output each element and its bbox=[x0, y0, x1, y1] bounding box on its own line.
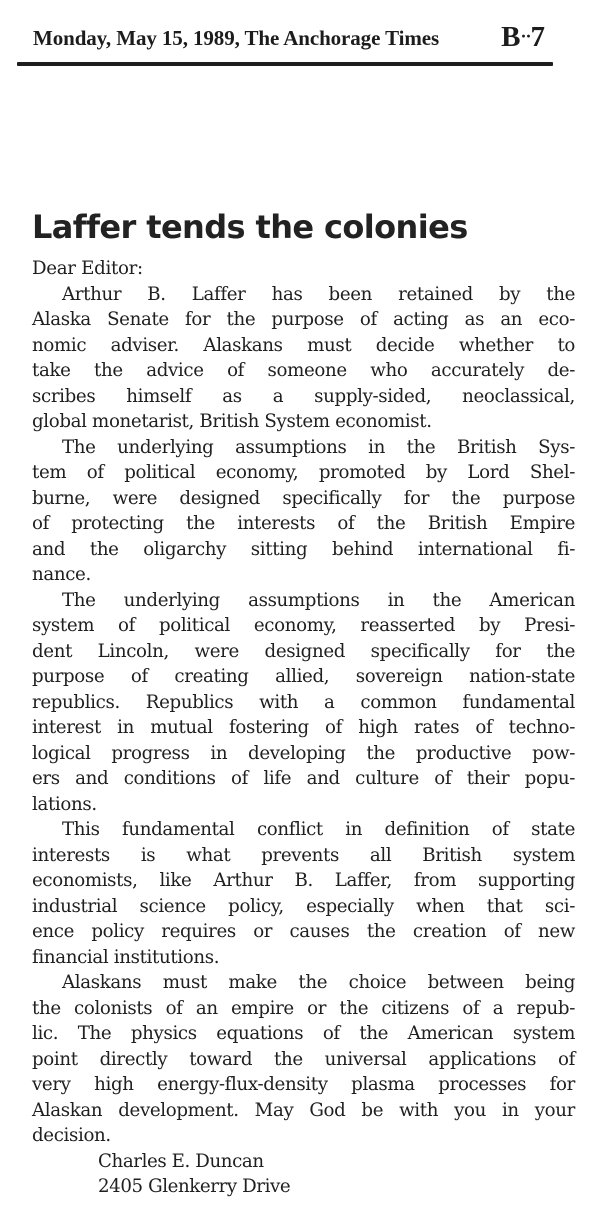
text-line: and the oligarchy sitting behind international fi- bbox=[32, 538, 575, 560]
text-line: The underlying assumptions in the American bbox=[62, 589, 575, 611]
text-line: Alaska Senate for the purpose of acting as an eco- bbox=[32, 309, 575, 330]
page-separator: ·· bbox=[520, 26, 531, 46]
article-headline: Laffer tends the colonies bbox=[32, 208, 468, 246]
text-line: burne, were designed specifically for the purpose bbox=[32, 487, 575, 509]
text-line: purpose of creating allied, sovereign nation-state bbox=[32, 666, 575, 687]
text-line: lic. The physics equations of the American system bbox=[32, 1023, 575, 1044]
text-line: Arthur B. Laffer has been retained by the bbox=[62, 283, 575, 305]
paragraph-2 bbox=[32, 435, 575, 588]
text-line: tem of political economy, promoted by Lord Shel- bbox=[32, 462, 575, 483]
paragraph-3 bbox=[32, 588, 575, 818]
text-line: global monetarist, British System economist. bbox=[32, 411, 432, 432]
signature-block bbox=[32, 1149, 575, 1200]
dateline: Monday, May 15, 1989, The Anchorage Times bbox=[33, 26, 440, 50]
text-line: republics. Republics with a common fundamental bbox=[32, 691, 575, 713]
text-line: nance. bbox=[32, 564, 91, 585]
text-line: scribes himself as a supply-sided, neoclassical, bbox=[32, 385, 575, 407]
text-line: very high energy-flux-density plasma processes for bbox=[32, 1074, 575, 1095]
signature-name: Charles E. Duncan bbox=[98, 1150, 264, 1172]
text-line: The underlying assumptions in the British Sys- bbox=[62, 436, 575, 458]
newspaper-masthead bbox=[17, 21, 553, 60]
letter-body bbox=[32, 256, 575, 1200]
page-number bbox=[501, 21, 545, 54]
paragraph-5 bbox=[32, 970, 575, 1149]
salutation: Dear Editor: bbox=[32, 258, 143, 279]
masthead-rule bbox=[17, 62, 553, 66]
text-line: industrial science policy, especially when that sci- bbox=[32, 895, 575, 917]
text-line: take the advice of someone who accurately de- bbox=[32, 360, 575, 381]
text-line: Alaskans must make the choice between being bbox=[62, 972, 575, 993]
text-line: interest in mutual fostering of high rates of techno- bbox=[32, 717, 575, 738]
text-line: logical progress in developing the productive pow- bbox=[32, 742, 575, 764]
paragraph-1 bbox=[32, 282, 575, 435]
paragraph-4 bbox=[32, 817, 575, 970]
text-line: Alaskan development. May God be with you in your bbox=[32, 1099, 575, 1121]
text-line: financial institutions. bbox=[32, 946, 220, 968]
text-line: system of political economy, reasserted by Presi- bbox=[32, 615, 575, 636]
text-line: dent Lincoln, were designed specifically for the bbox=[32, 640, 575, 662]
text-line: point directly toward the universal applications of bbox=[32, 1048, 575, 1070]
signature-address: 2405 Glenkerry Drive bbox=[98, 1176, 291, 1197]
section-letter: B bbox=[501, 21, 521, 53]
text-line: This fundamental conflict in definition of state bbox=[62, 819, 575, 840]
text-line: nomic adviser. Alaskans must decide whether to bbox=[32, 334, 575, 356]
text-line: interests is what prevents all British system bbox=[32, 844, 575, 866]
text-line: ence policy requires or causes the creation of new bbox=[32, 921, 575, 942]
text-line: lations. bbox=[32, 793, 97, 815]
text-line: of protecting the interests of the British Empire bbox=[32, 513, 575, 534]
text-line: ers and conditions of life and culture of their popu- bbox=[32, 768, 575, 789]
text-line: decision. bbox=[32, 1125, 111, 1146]
text-line: economists, like Arthur B. Laffer, from supporting bbox=[32, 870, 575, 891]
text-line: the colonists of an empire or the citizens of a repub- bbox=[32, 997, 575, 1019]
page-digit: 7 bbox=[530, 21, 545, 53]
